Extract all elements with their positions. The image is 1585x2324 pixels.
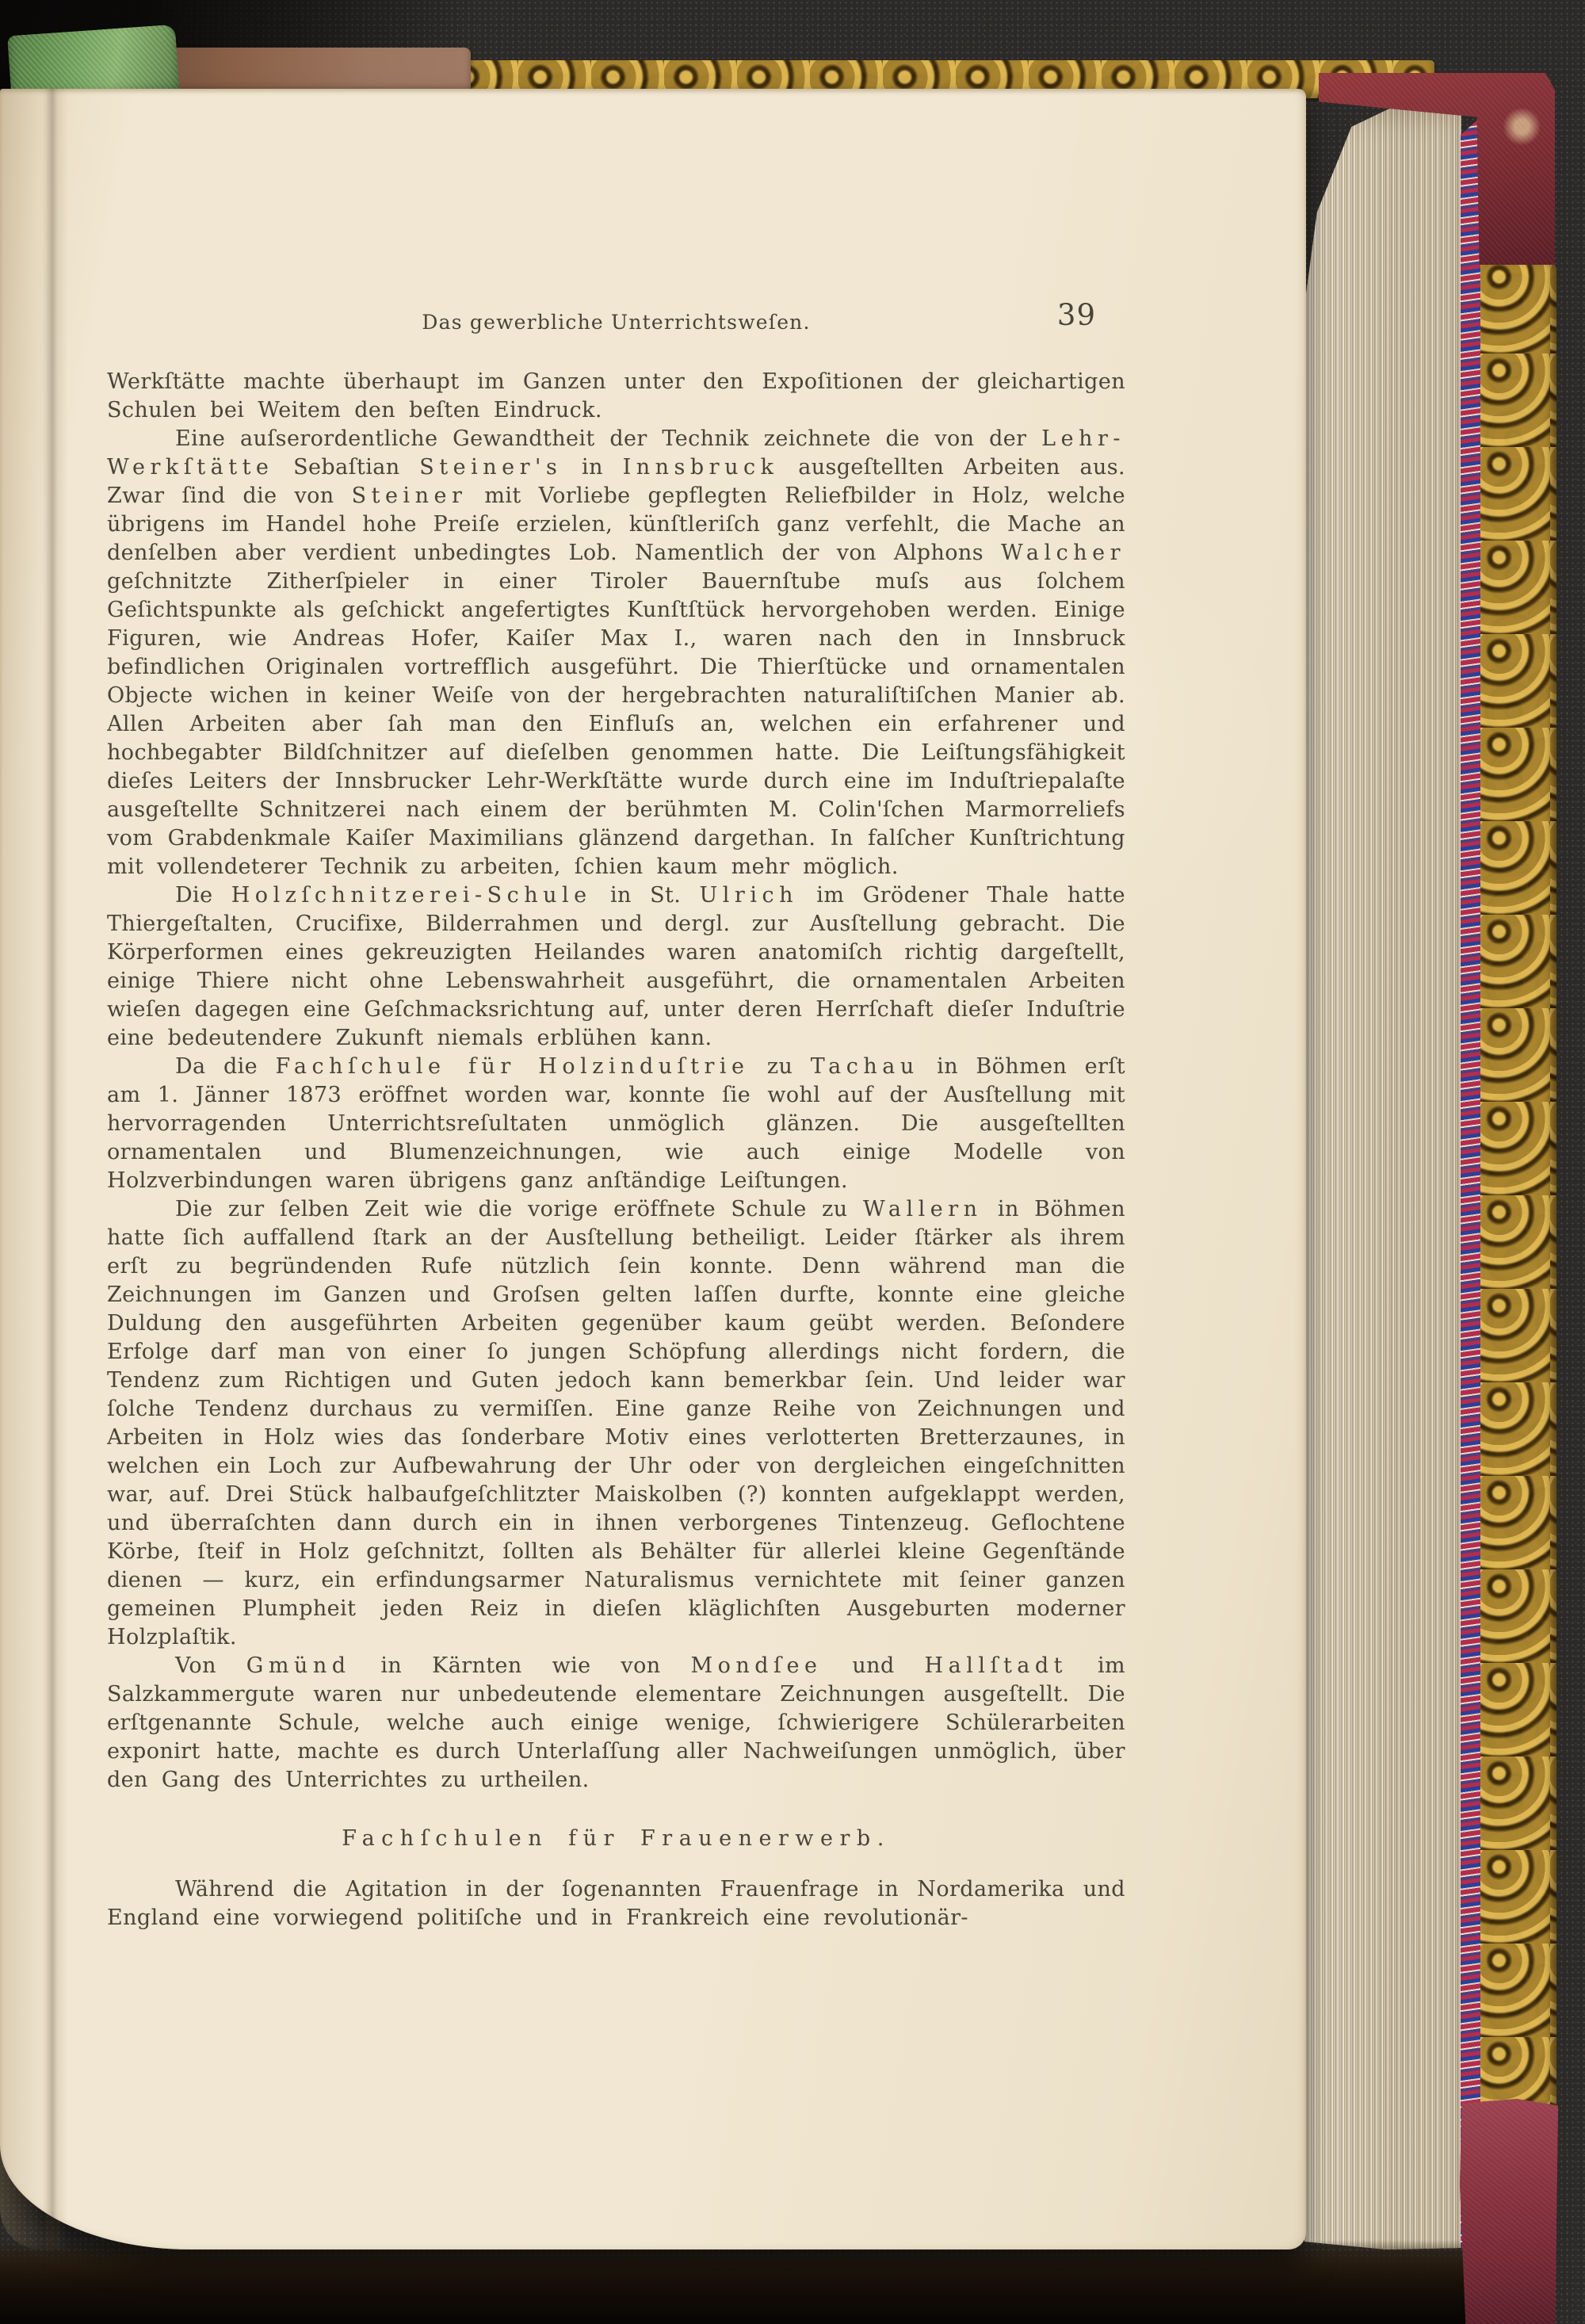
section-heading xyxy=(107,1825,1125,1853)
marbled-endpaper-edge xyxy=(1461,117,1480,2253)
text-run: Da die xyxy=(175,1054,276,1079)
paragraph xyxy=(107,1875,1125,1932)
spaced-name-text: Walcher xyxy=(1000,541,1125,565)
scan-shadow-bottom xyxy=(0,2240,1490,2324)
text-run: Die xyxy=(175,883,231,908)
text-run: in xyxy=(562,455,623,480)
spaced-name-text: Tachau xyxy=(810,1054,919,1079)
spaced-name-text: Mondſee xyxy=(690,1653,823,1678)
text-run: mit Vorliebe gepflegten Reliefbilder in Holz, welche übrigens im Handel hohe Preiſe erzielen, künſtleriſch ganz verfehlt, die Mache an denſelben aber verdient unbedingtes Lob. Namentlich der von Alphons xyxy=(107,484,1125,565)
paragraph xyxy=(107,1053,1125,1195)
cover-marbled-edge-right xyxy=(1477,260,1556,2107)
spaced-name-text: Steiner xyxy=(351,484,468,508)
text-run: Werkſtätte machte überhaupt im Ganzen unter den Expoſitionen der gleichartigen Schulen bei Weitem den beſten Eindruck. xyxy=(107,369,1125,422)
spaced-name-text: Holzſchnitzerei-Schule xyxy=(231,883,592,908)
spaced-name-text: Steiner's xyxy=(419,455,563,480)
spaced-name-text: Lehr-Werkſtätte xyxy=(107,426,1125,480)
text-run: Sebaſtian xyxy=(273,455,420,480)
text-run: und xyxy=(822,1653,925,1678)
text-run: im Grödener Thale hatte Thiergeſtalten, Crucifixe, Bilderrahmen und dergl. zur Ausſtellung gebracht. Die Körperformen eines gekreuzigten Heilandes waren anatomiſch richtig dargeſtellt, einige Thiere nicht ohne Lebenswahrheit ausgeführt, die ornamentalen Arbeiten wieſen dagegen eine Geſchmacksrichtung auf, unter deren Herrſchaft dieſer Induſtrie eine bedeutendere Zukunft niemals erblühen kann. xyxy=(107,883,1125,1050)
text-run: geſchnitzte Zitherſpieler in einer Tiroler Bauernſtube muſs aus ſolchem Geſichtspunkte als geſchickt angefertigtes Kunſtſtück hervorgehoben werden. Einige Figuren, wie Andreas Hofer, Kaiſer Max I., waren nach den in Innsbruck befindlichen Originalen vortrefflich ausgeführt. Die Thierſtücke und ornamentalen Objecte wichen in keiner Weiſe von der hergebrachten naturaliſtiſchen Manier ab. Allen Arbeiten aber ſah man den Einfluſs an, welchen ein erfahrener und hochbegabter Bildſchnitzer auf dieſelben genommen hatte. Die Leiſtungsfähigkeit dieſes Leiters der Innsbrucker Lehr-Werkſtätte wurde durch eine im Induſtriepalaſte ausgeſtellte Schnitzerei nach einem der berühmten M. Colin'ſchen Marmorreliefs vom Grabdenkmale Kaiſer Maximilians glänzend dargethan. In falſcher Kunſtrichtung mit vollendeterer Technik zu arbeiten, ſchien kaum mehr möglich. xyxy=(107,569,1125,879)
spaced-name-text: Wallern xyxy=(862,1197,983,1221)
text-run: Die zur ſelben Zeit wie die vorige eröffnete Schule zu xyxy=(175,1197,863,1221)
paragraph xyxy=(107,368,1125,425)
text-run: in Böhmen erſt am 1. Jänner 1873 eröffnet worden war, konnte ſie wohl auf der Ausſtellung mit hervorragenden Unterrichtsreſultaten unmöglich glänzen. Die ausgeſtellten ornamentalen und Blumenzeichnungen, wie auch einige Modelle von Holzverbindungen waren übrigens ganz anſtändige Leiſtungen. xyxy=(107,1054,1125,1193)
spaced-name-text: Hallſtadt xyxy=(924,1653,1068,1678)
paragraph xyxy=(107,881,1125,1053)
text-run: ausgeſtellten Arbeiten aus. Zwar ſind die von xyxy=(107,455,1125,508)
page-text xyxy=(107,368,1125,2191)
running-header-title: Das gewerbliche Unterrichtsweſen. xyxy=(422,311,811,334)
text-run: Eine auſserordentliche Gewandtheit der Technik zeichnete die von der xyxy=(175,426,1042,451)
text-run: Fachſchulen für Frauenerwerb. xyxy=(342,1826,891,1851)
book-page xyxy=(0,89,1306,2249)
gutter-fold xyxy=(40,89,68,2249)
spaced-name-text: Gmünd xyxy=(246,1653,351,1678)
spaced-name-text: Innsbruck xyxy=(622,455,779,480)
running-head xyxy=(107,298,1125,350)
spaced-name-text: Ulrich xyxy=(699,883,798,908)
page-number: 39 xyxy=(1056,298,1096,332)
text-run: in St. xyxy=(591,883,700,908)
text-run: in Böhmen hatte ſich auffallend ſtark an der Ausſtellung betheiligt. Leider ſtärker als ihrem erſt zu begründenden Rufe nützlich ſein konnte. Denn während man die Zeichnungen im Ganzen und Groſsen gelten laſſen durfte, konnte eine gleiche Duldung den ausgeführten Arbeiten gegenüber kaum geübt werden. Beſondere Erfolge darf man von einer ſo jungen Schöpfung allerdings nicht fordern, die Tendenz zum Richtigen und Guten jedoch kann bemerkbar ſein. Und leider war ſolche Tendenz durchaus zu vermiſſen. Eine ganze Reihe von Zeichnungen und Arbeiten in Holz wies das ſonderbare Motiv eines verlotterten Bretterzaunes, in welchen ein Loch zur Aufbewahrung der Uhr oder von dergleichen eingeſchnitten war, auf. Drei Stück halbaufgeſchlitzter Maiskolben (?) konnten aufgeklappt werden, und überraſchten dann durch ein in ihnen verborgenes Tintenzeug. Geflochtene Körbe, ſteif in Holz geſchnitzt, ſollten als Behälter für allerlei kleine Gegenſtände dienen — kurz, ein erfindungsarmer Naturalismus vernichtete mit ſeiner ganzen gemeinen Plumpheit jeden Reiz in dieſen kläglichſten Ausgeburten moderner Holzplaſtik. xyxy=(107,1197,1125,1649)
leather-corner-bottom-right xyxy=(1460,2099,1558,2324)
text-run: zu xyxy=(749,1054,811,1079)
text-run: in Kärnten wie von xyxy=(350,1653,691,1678)
paragraph xyxy=(107,1652,1125,1795)
text-run: Während die Agitation in der ſogenannten Frauenfrage in Nordamerika und England eine vorwiegend politiſche und in Frankreich eine revolutionär- xyxy=(107,1877,1125,1930)
paragraph xyxy=(107,425,1125,881)
text-run: im Salzkammergute waren nur unbedeutende elementare Zeichnungen ausgeſtellt. Die erſtgenannte Schule, welche auch einige wenige, ſchwierigere Schülerarbeiten exponirt hatte, machte es durch Unterlaſſung aller Nachweiſungen unmöglich, über den Gang des Unterrichtes zu urtheilen. xyxy=(107,1653,1125,1792)
spaced-name-text: Fachſchule für Holzinduſtrie xyxy=(275,1054,750,1079)
page-edges-stack xyxy=(1304,94,1461,2249)
paragraph xyxy=(107,1195,1125,1652)
text-run: Von xyxy=(175,1653,246,1678)
